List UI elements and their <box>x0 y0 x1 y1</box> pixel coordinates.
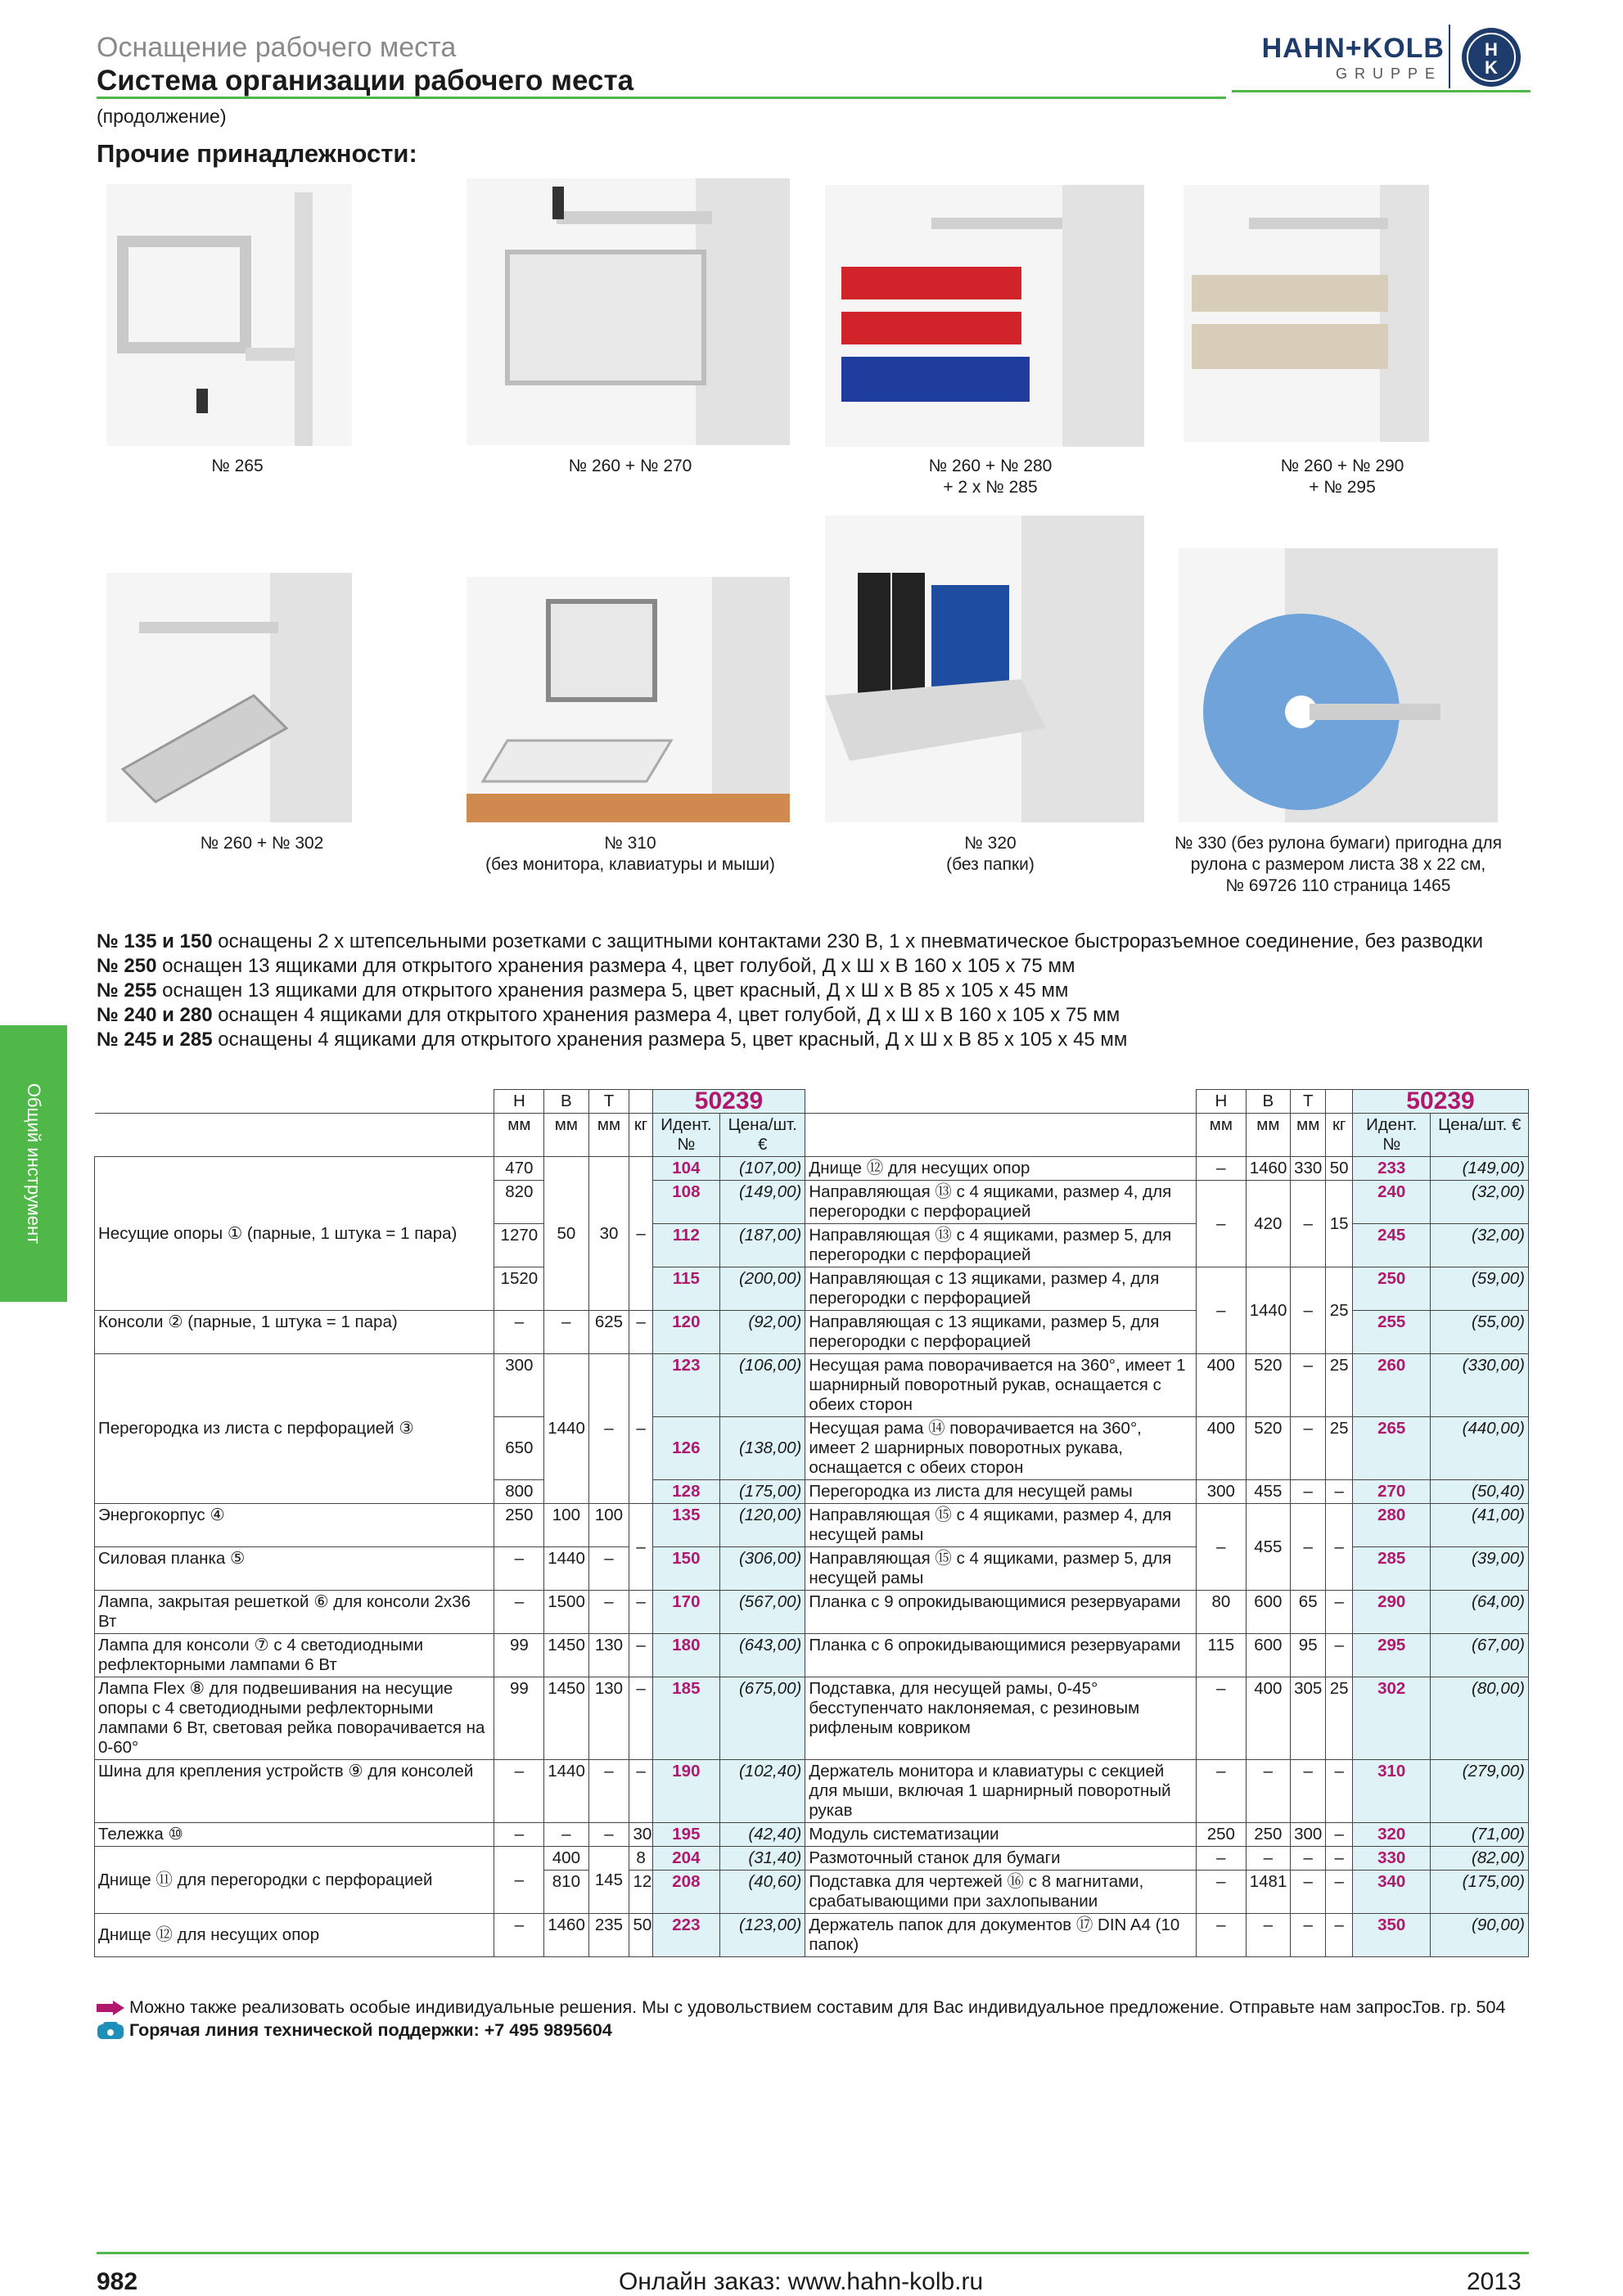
section-side-tab <box>0 1025 67 1302</box>
product-image <box>1183 185 1429 442</box>
table-row: Лампа Flex ⑧ для подвешивания на несущие опоры с 4 светодиодными рефлекторными лампами 6 Вт, световая рейка поворачивается на 0-60° 99 1450 130 – 185 (675,00) Подставка, для несущей рамы, 0-45° бесступенчато наклоняемая, с резиновым рифленым ковриком – 400 305 25 302 (80,00) <box>95 1677 1529 1760</box>
table-row: 810 12 208 (40,60) Подставка для чертежей ⑯ с 8 магнитами, срабатывающими при захлопывании – 1481 – – 340 (175,00) <box>95 1871 1529 1914</box>
table-row: Днище ⑪ для перегородки с перфорацией – 400 145 8 204 (31,40) Размоточный станок для бумаги – – – – 330 (82,00) <box>95 1847 1529 1871</box>
product-group-ref: Тов. гр. 504 <box>1412 1997 1506 2017</box>
table-row: Лампа, закрытая решеткой ⑥ для консоли 2x36 Вт – 1500 – – 170 (567,00) Планка с 9 опрокидывающимися резервуарами 80 600 65 – 290 (64,00) <box>95 1591 1529 1634</box>
svg-text:H: H <box>1485 39 1498 60</box>
table-header-row: H B T 50239 H B T 50239 <box>95 1090 1529 1114</box>
table-row: Шина для крепления устройств ⑨ для консолей – 1440 – – 190 (102,40) Держатель монитора и клавиатуры с секцией для мыши, включая 1 шарнирный поворотный рукав – – – – 310 (279,00) <box>95 1760 1529 1823</box>
page-title: Система организации рабочего места <box>97 65 634 97</box>
side-tab-label: Общий инструмент <box>24 1083 44 1245</box>
photo-caption: № 310 (без монитора, клавиатуры и мыши) <box>485 834 775 874</box>
table-row: Лампа для консоли ⑦ с 4 светодиодными рефлекторными лампами 6 Вт 99 1450 130 – 180 (643,00) Планка с 6 опрокидывающимися резервуарами 115 600 95 – 295 (67,00) <box>95 1634 1529 1677</box>
product-image <box>825 185 1144 447</box>
page-header <box>97 31 633 172</box>
product-photo-260-270 <box>467 178 790 445</box>
catalog-code: 50239 <box>1352 1090 1528 1114</box>
arrow-pointer-icon <box>97 2001 124 2015</box>
product-image <box>1179 548 1498 822</box>
note-line: № 240 и 280 оснащен 4 ящиками для открытого хранения размера 4, цвет голубой, Д x Ш x В 160 x 105 x 75 мм <box>97 1004 1120 1026</box>
product-image <box>825 515 1144 822</box>
table-row: Днище ⑫ для несущих опор – 1460 235 50 223 (123,00) Держатель папок для документов ⑰ DIN A4 (10 папок) – – – – 350 (90,00) <box>95 1914 1529 1957</box>
catalog-code: 50239 <box>652 1090 805 1114</box>
table-row: Несущие опоры ① (парные, 1 штука = 1 пара) 470 50 30 – 104 (107,00) Днище ⑫ для несущих опор – 1460 330 50 233 (149,00) <box>95 1157 1529 1181</box>
custom-solutions-note: Можно также реализовать особые индивидуальные решения. Мы с удовольствием составим для Вас индивидуальное предложение. Отправьте нам запрос. Тов. гр. 504 <box>97 1997 1417 2018</box>
product-image <box>467 577 790 822</box>
product-photo-330 <box>1179 548 1498 822</box>
footer-rule <box>97 2252 1529 2254</box>
photo-caption: № 330 (без рулона бумаги) пригодна для рулона с размером листа 38 x 22 см, № 69726 110 страница 1465 <box>1174 834 1503 895</box>
product-photo-310 <box>467 577 790 822</box>
brand-group: GRUPPE <box>1335 65 1442 82</box>
table-row: 800 128 (175,00) Перегородка из листа для несущей рамы 300 455 – – 270 (50,40) <box>95 1480 1529 1504</box>
hk-emblem-icon <box>1459 26 1523 88</box>
table-units-row: мм мм мм кг Идент. № Цена/шт. € мм мм мм кг Идент. № Цена/шт. € <box>95 1114 1529 1157</box>
header-rule <box>97 97 1226 99</box>
footer-notes <box>97 1997 1506 2041</box>
note-line: № 250 оснащен 13 ящиками для открытого хранения размера 4, цвет голубой, Д x Ш x В 160 x 105 x 75 мм <box>97 955 1075 977</box>
page-number: 982 <box>97 2268 138 2295</box>
product-image <box>106 184 352 446</box>
table-row: Перегородка из листа с перфорацией ③ 300 1440 – – 123 (106,00) Несущая рама поворачивается на 360°, имеет 1 шарнирный поворотный рукав, оснащается с обеих сторон 400 520 – 25 260 (330,00) <box>95 1354 1529 1417</box>
product-image <box>106 573 352 822</box>
continued-label: (продолжение) <box>97 106 227 127</box>
brand-name: HAHN+KOLB <box>1261 33 1445 64</box>
catalog-year: 2013 <box>1467 2268 1522 2295</box>
hotline-note: Горячая линия технической поддержки: +7 495 9895604 <box>97 2019 1417 2041</box>
table-row: 1520 115 (200,00) Направляющая с 13 ящиками, размер 4, для перегородки с перфорацией – 1440 – 25 250 (59,00) <box>95 1267 1529 1311</box>
svg-text:K: K <box>1485 57 1498 78</box>
section-subtitle: Прочие принадлежности: <box>97 139 417 168</box>
phone-icon <box>97 2022 124 2040</box>
photo-caption: № 260 + № 290 + № 295 <box>1280 457 1404 497</box>
table-row: 1270 112 (187,00) Направляющая ⑬ с 4 ящиками, размер 5, для перегородки с перфорацией 245 (32,00) <box>95 1224 1529 1267</box>
brand-logo <box>1232 25 1531 92</box>
product-photo-260-302 <box>106 573 352 822</box>
table-row: Силовая планка ⑤ – 1440 – 150 (306,00) Направляющая ⑮ с 4 ящиками, размер 5, для несущей рамы 285 (39,00) <box>95 1547 1529 1591</box>
note-line: № 255 оснащен 13 ящиками для открытого хранения размера 5, цвет красный, Д x Ш x В 85 x 105 x 45 мм <box>97 979 1069 1002</box>
product-photo-265 <box>106 184 352 446</box>
table-row: Энергокорпус ④ 250 100 100 – 135 (120,00) Направляющая ⑮ с 4 ящиками, размер 4, для несущей рамы – 455 – – 280 (41,00) <box>95 1504 1529 1547</box>
product-photo-260-290-295 <box>1183 185 1429 442</box>
photo-caption: № 320 (без папки) <box>946 834 1035 874</box>
photo-caption: № 260 + № 270 <box>568 457 692 475</box>
photo-caption: № 260 + № 280 + 2 x № 285 <box>928 457 1053 497</box>
note-line: № 135 и 150 оснащены 2 x штепсельными розетками с защитными контактами 230 В, 1 x пневматическое быстроразъемное соединение, без разводки <box>97 930 1484 952</box>
photo-caption: № 265 <box>211 457 264 475</box>
note-line: № 245 и 285 оснащены 4 ящиками для открытого хранения размера 5, цвет красный, Д x Ш x В 85 x 105 x 45 мм <box>97 1029 1128 1051</box>
product-photo-320 <box>825 515 1144 822</box>
product-photo-260-280-285 <box>825 185 1144 447</box>
photo-caption: № 260 + № 302 <box>200 834 324 853</box>
order-link[interactable]: Онлайн заказ: www.hahn-kolb.ru <box>619 2268 984 2295</box>
table-row: 650 126 (138,00) Несущая рама ⑭ поворачивается на 360°, имеет 2 шарнирных поворотных рукава, оснащается с обеих сторон 400 520 – 25 265 (440,00) <box>95 1417 1529 1480</box>
product-image <box>467 178 790 445</box>
table-row: Консоли ② (парные, 1 штука = 1 пара) – – 625 – 120 (92,00) <box>95 1311 1529 1354</box>
category-title: Оснащение рабочего места <box>97 32 457 63</box>
table-row: 820 108 (149,00) Направляющая ⑬ с 4 ящиками, размер 4, для перегородки с перфорацией – 420 – 15 240 (32,00) <box>95 1181 1529 1224</box>
equipment-notes <box>97 930 1483 1052</box>
table-row: Тележка ⑩ – – – 30 195 (42,40) Модуль систематизации 250 250 300 – 320 (71,00) <box>95 1823 1529 1847</box>
product-table: H B T 50239 H B T 50239 мм мм мм кг Идент. № Цена/шт. € мм мм мм кг Идент. № Цена/шт. € Несущие опоры ① (парные, 1 штука = 1 пара) 470 50 30 – 104 (107,00) Днище ⑫ для несущих опор – 1460 330 50 233 (149,00) 820 108 (149,00) Направляющая ⑬ с 4 ящиками, размер 4, для перегородки с перфорацией – 420 – 15 240 (32,00) 1270 112 (187,00) Направляющая ⑬ с 4 ящиками, размер 5, для перегородки с перфорацией 245 (32,00) 1520 115 (200,00) Направляющая с 13 ящиками, размер 4, для перегородки с перфорацией – 1440 – 25 250 (59,00) Направляющая с 13 ящиками, размер 5, для перегородки с перфорацией 255 (55,00) Консоли ② (парные, 1 штука = 1 пара) – – 625 – 120 (92,00) Перегородка из листа с перфорацией ③ 300 1440 – – 123 (106,00) Несущая рама поворачивается на 360°, имеет 1 шарнирный поворотный рукав, оснащается с обеих сторон 400 520 – 25 260 (330,00) 650 126 (138,00) Несущая рама ⑭ поворачивается на 360°, имеет 2 шарнирных поворотных рукава, оснащается с обеих сторон 400 520 – 25 265 (440,00) 800 128 (175,00) Перегородка из листа для несущей рамы 300 455 – – 270 (50,40) Энергокорпус ④ 250 100 100 – 135 (120,00) Направляющая ⑮ с 4 ящиками, размер 4, для несущей рамы – 455 – – 280 (41,00) Силовая планка ⑤ – 1440 – 150 (306,00) Направляющая ⑮ с 4 ящиками, размер 5, для несущей рамы 285 (39,00) Лампа, закрытая решеткой ⑥ для консоли 2x36 Вт – 1500 – – 170 (567,00) Планка с 9 опрокидывающимися резервуарами 80 600 65 – 290 (64,00) Лампа для консоли ⑦ с 4 светодиодными рефлекторными лампами 6 Вт 99 1450 130 – 180 (643,00) Планка с 6 опрокидывающимися резервуарами 115 600 95 – 295 (67,00) Лампа Flex ⑧ для подвешивания на несущие опоры с 4 светодиодными рефлекторными лампами 6 Вт, световая рейка поворачивается на 0-60° 99 1450 130 – 185 (675,00) Подставка, для несущей рамы, 0-45° бесступенчато наклоняемая, с резиновым рифленым ковриком – 400 305 25 302 (80,00) Шина для крепления устройств ⑨ для консолей – 1440 – – 190 (102,40) Держатель монитора и клавиатуры с секцией для мыши, включая 1 шарнирный поворотный рукав – – – – 310 (279,00) Тележка ⑩ – – – 30 195 (42,40) Модуль систематизации 250 250 300 – 320 (71,00) Днище ⑪ для перегородки с перфорацией – 400 145 8 204 (31,40) Размоточный станок для бумаги – – – – 330 (82,00) 810 12 208 (40,60) Подставка для чертежей ⑯ с 8 магнитами, срабатывающими при захлопывании – 1481 – – 340 (175,00) Днище ⑫ для несущих опор – 1460 235 50 223 (123,00) Держатель папок для документов ⑰ DIN A4 (10 папок) – – – – 350 (90,00) <box>94 1089 1529 1957</box>
